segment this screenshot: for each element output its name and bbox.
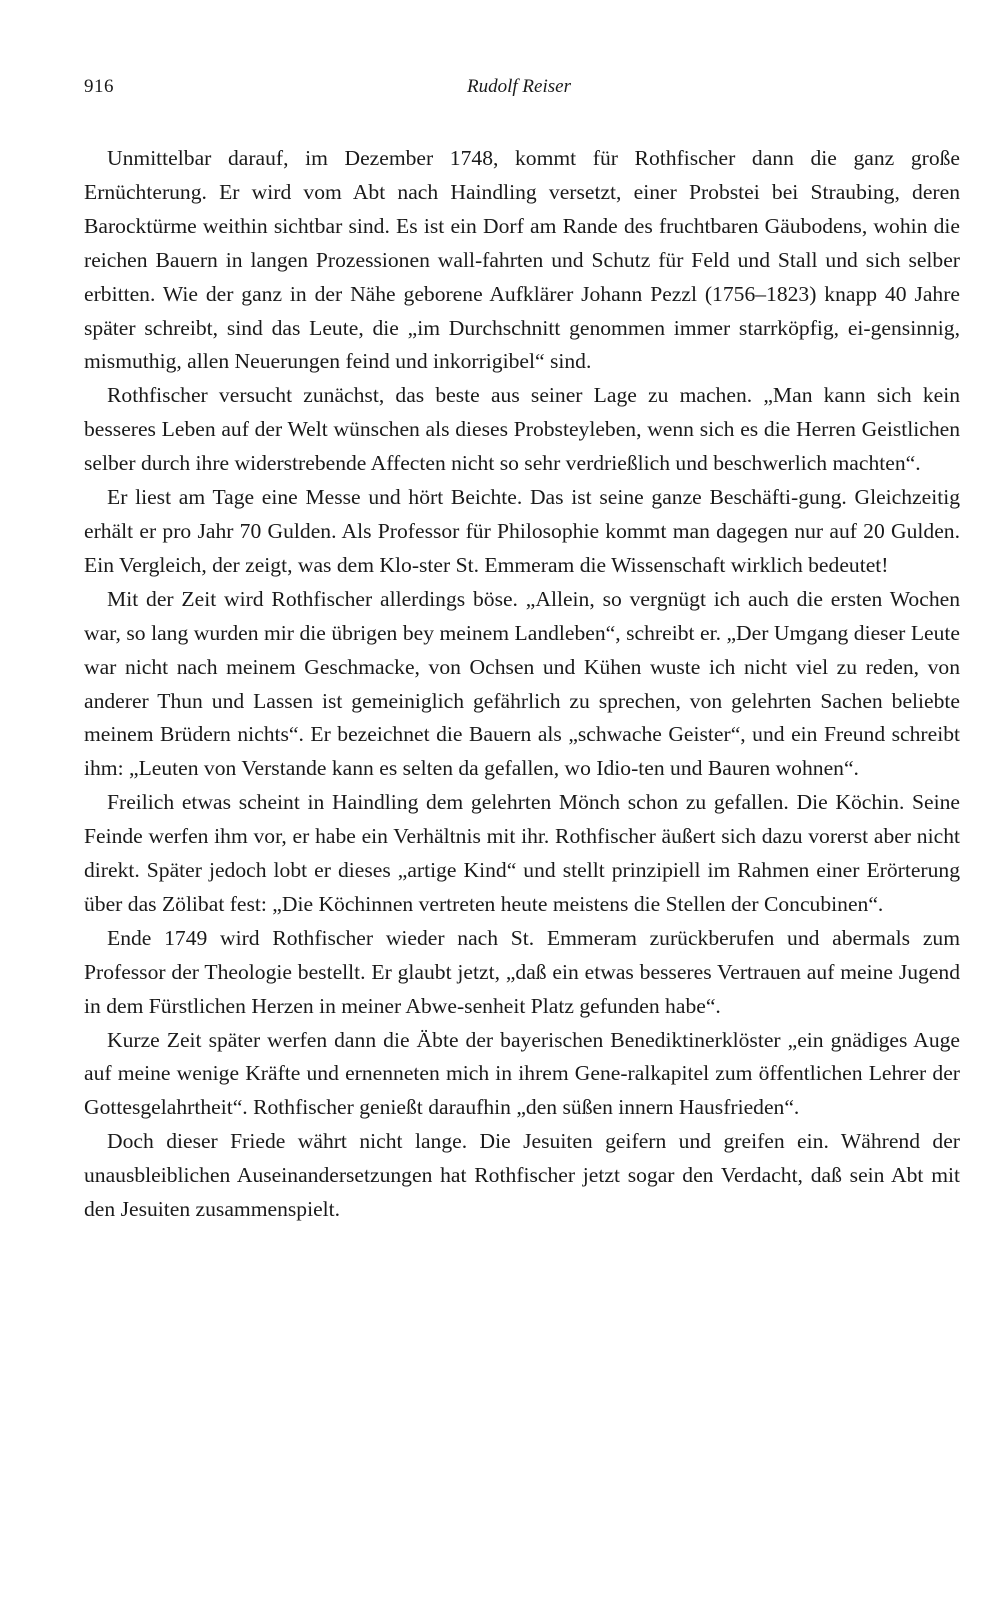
paragraph: Rothfischer versucht zunächst, das beste aus seiner Lage zu machen. „Man kann sich kein besseres Leben auf der Welt wünschen als dieses Probsteyleben, wenn sich es die Herren Geistlichen selber durch ihre widerstrebende Affecten nicht so sehr verdrießlich und beschwerlich machten“. xyxy=(84,383,960,476)
paragraph: Er liest am Tage eine Messe und hört Beichte. Das ist seine ganze Beschäfti-gung. Gleichzeitig erhält er pro Jahr 70 Gulden. Als Professor für Philosophie kommt man dagegen nur auf 20 Gulden. Ein Vergleich, der zeigt, was dem Klo-ster St. Emmeram die Wissenschaft wirklich bedeutet! xyxy=(84,485,960,577)
running-head: Rudolf Reiser xyxy=(467,76,571,97)
paragraph: Kurze Zeit später werfen dann die Äbte der bayerischen Benediktinerklöster „ein gnädiges Auge auf meine wenige Kräfte und ernenneten mich in ihrem Gene-ralkapitel zum öffentlichen Lehrer der Gottesgelahrtheit“. Rothfischer genießt daraufhin „den süßen innern Hausfrieden“. xyxy=(84,1027,960,1120)
paragraph: Freilich etwas scheint in Haindling dem gelehrten Mönch schon zu gefallen. Die Köchin. Seine Feinde werfen ihm vor, er habe ein Verhältnis mit ihr. Rothfischer äußert sich dazu vorerst aber nicht direkt. Später jedoch lobt er dieses „artige Kind“ und stellt prinzipiell im Rahmen einer Erörterung über das Zölibat fest: „Die Köchinnen vertreten heute meistens die Stellen der Concubinen“. xyxy=(84,790,960,916)
paragraph: Unmittelbar darauf, im Dezember 1748, kommt für Rothfischer dann die ganz große Ernüchterung. Er wird vom Abt nach Haindling versetzt, einer Probstei bei Straubing, deren Barocktürme weithin sichtbar sind. Es ist ein Dorf am Rande des fruchtbaren Gäubodens, wohin die reichen Bauern in langen Prozessionen wall-fahrten und Schutz für Feld und Stall und sich selber erbitten. Wie der ganz in der Nähe geborene Aufklärer Johann Pezzl (1756–1823) knapp 40 Jahre später schreibt, sind das Leute, die „im Durchschnitt genommen immer starrköpfig, ei-gensinnig, mismuthig, allen Neuerungen feind und inkorrigibel“ sind. xyxy=(84,146,960,374)
paragraph: Doch dieser Friede währt nicht lange. Die Jesuiten geifern und greifen ein. Während der unausbleiblichen Auseinandersetzungen hat Rothfischer jetzt sogar den Verdacht, daß sein Abt mit den Jesuiten zusammenspielt. xyxy=(84,1129,960,1222)
body-text xyxy=(84,142,960,1227)
page-number: 916 xyxy=(84,76,114,97)
paragraph: Ende 1749 wird Rothfischer wieder nach St. Emmeram zurückberufen und abermals zum Professor der Theologie bestellt. Er glaubt jetzt, „daß ein etwas besseres Vertrauen auf meine Jugend in dem Fürstlichen Herzen in meiner Abwe-senheit Platz gefunden habe“. xyxy=(84,925,960,1018)
page-header xyxy=(84,76,954,106)
paragraph: Mit der Zeit wird Rothfischer allerdings böse. „Allein, so vergnügt ich auch die ersten Wochen war, so lang wurden mir die übrigen bey meinem Landleben“, schreibt er. „Der Umgang dieser Leute war nicht nach meinem Geschmacke, von Ochsen und Kühen wuste ich nicht viel zu reden, von anderer Thun und Lassen ist gemeiniglich gefährlich zu sprechen, von gelehrten Sachen beliebte meinem Brüdern nichts“. Er bezeichnet die Bauern als „schwache Geister“, und ein Freund schreibt ihm: „Leuten von Verstande kann es selten da gefallen, wo Idio-ten und Bauren wohnen“. xyxy=(84,586,960,781)
